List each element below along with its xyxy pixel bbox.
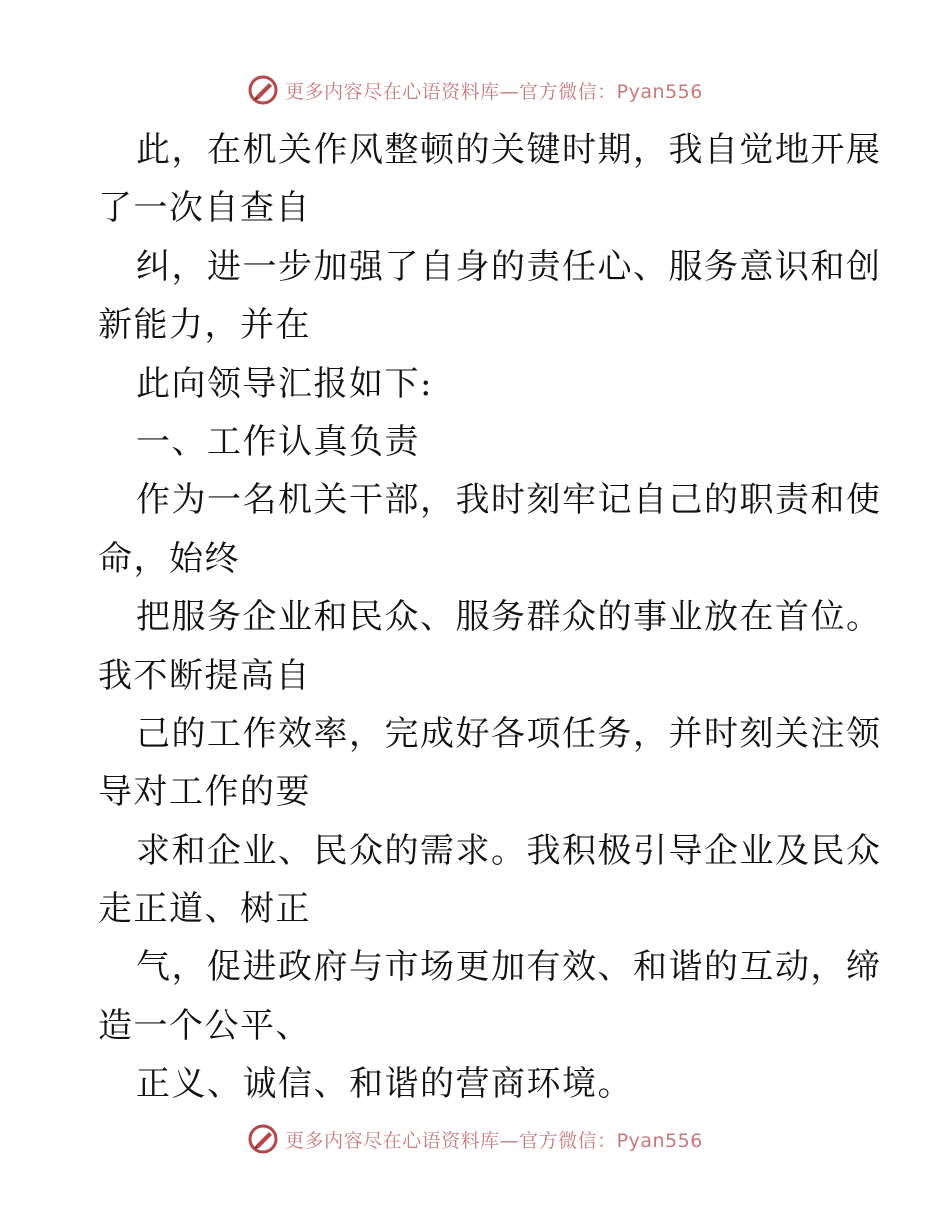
- text-line: 正义、诚信、和谐的营商环境。: [136, 1064, 633, 1105]
- text-line: 导对工作的要: [98, 772, 311, 813]
- text-line: 新能力，并在: [98, 305, 311, 346]
- header-watermark: [0, 70, 950, 110]
- text-line: 走正道、树正: [98, 889, 311, 930]
- watermark-text: 更多内容尽在心语资料库—官方微信：Pyan556: [285, 80, 703, 103]
- pen-seal-icon: [247, 1123, 279, 1155]
- text-line: 一、工作认真负责: [136, 421, 420, 462]
- watermark-text: 更多内容尽在心语资料库—官方微信：Pyan556: [285, 1129, 703, 1152]
- text-line: 命，始终: [98, 538, 240, 579]
- document-body: [98, 121, 882, 1114]
- text-line: 了一次自查自: [98, 188, 311, 229]
- text-line: 此向领导汇报如下:: [136, 363, 433, 404]
- text-line: 己的工作效率，完成好各项任务，并时刻关注领: [136, 713, 882, 754]
- text-line: 此，在机关作风整顿的关键时期，我自觉地开展: [136, 130, 882, 170]
- text-line: 纠，进一步加强了自身的责任心、服务意识和创: [136, 246, 882, 287]
- text-line: 求和企业、民众的需求。我积极引导企业及民众: [136, 830, 882, 871]
- text-line: 作为一名机关干部，我时刻牢记自己的职责和使: [136, 480, 882, 521]
- text-line: 造一个公平、: [98, 1005, 311, 1046]
- text-line: 气，促进政府与市场更加有效、和谐的互动，缔: [136, 947, 882, 988]
- footer-watermark: [0, 1119, 950, 1159]
- text-line: 我不断提高自: [98, 655, 311, 696]
- pen-seal-icon: [247, 74, 279, 106]
- text-line: 把服务企业和民众、服务群众的事业放在首位。: [136, 597, 882, 638]
